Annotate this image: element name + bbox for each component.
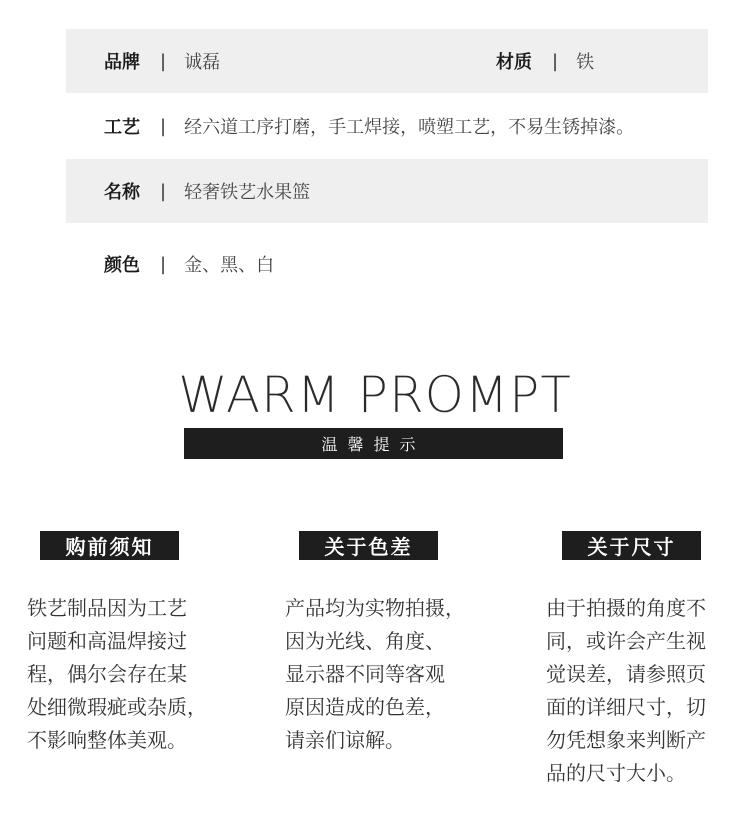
warm-prompt-title: WARM PROMPT xyxy=(178,366,572,424)
spec-row-color xyxy=(66,232,708,296)
separator: | xyxy=(160,253,167,275)
notice-line: 面的详细尺寸，切 xyxy=(546,695,706,719)
notice-line: 铁艺制品因为工艺 xyxy=(27,596,187,620)
separator: | xyxy=(160,115,167,137)
name-key: 名称 xyxy=(104,182,140,203)
notice-line: 处细微瑕疵或杂质， xyxy=(27,695,207,719)
notice-line: 由于拍摄的角度不 xyxy=(546,596,706,620)
notice-text-color xyxy=(285,592,465,757)
warm-prompt-subtitle: 温馨提示 xyxy=(321,435,426,454)
notice-title-color: 关于色差 xyxy=(299,531,438,560)
spec-row-brand xyxy=(66,29,708,93)
notice-line: 因为光线、角度、 xyxy=(285,629,445,653)
notice-line: 同，或许会产生视 xyxy=(546,629,706,653)
brand-key: 品牌 xyxy=(104,52,140,73)
color-value: 金、黑、白 xyxy=(184,255,275,276)
notice-line: 程，偶尔会存在某 xyxy=(27,662,187,686)
notice-line: 原因造成的色差， xyxy=(285,695,445,719)
craft-cell xyxy=(66,113,634,139)
notice-line: 显示器不同等客观 xyxy=(285,662,445,686)
material-cell xyxy=(496,48,594,74)
spec-row-craft xyxy=(66,94,708,158)
color-key: 颜色 xyxy=(104,255,140,276)
notice-line: 问题和高温焊接过 xyxy=(27,629,187,653)
brand-value: 诚磊 xyxy=(184,52,221,73)
craft-key: 工艺 xyxy=(104,117,140,138)
notice-line: 产品均为实物拍摄， xyxy=(285,596,465,620)
notice-title-purchase: 购前须知 xyxy=(40,531,179,560)
notice-line: 品的尺寸大小。 xyxy=(546,761,686,785)
separator: | xyxy=(552,50,559,72)
notice-line: 不影响整体美观。 xyxy=(27,728,187,752)
notice-text-size xyxy=(546,592,706,790)
color-cell xyxy=(66,251,274,277)
notice-line: 请亲们谅解。 xyxy=(285,728,405,752)
separator: | xyxy=(160,180,167,202)
notice-text-purchase xyxy=(27,592,207,757)
notice-line: 勿凭想象来判断产 xyxy=(546,728,706,752)
notice-line: 觉误差，请参照页 xyxy=(546,662,706,686)
name-cell xyxy=(66,178,310,204)
spec-row-name xyxy=(66,159,708,223)
warm-prompt-subtitle-bar xyxy=(184,428,563,459)
separator: | xyxy=(160,50,167,72)
craft-value: 经六道工序打磨，手工焊接，喷塑工艺，不易生锈掉漆。 xyxy=(184,117,635,138)
name-value: 轻奢铁艺水果篮 xyxy=(184,182,311,203)
brand-cell xyxy=(66,48,220,74)
material-key: 材质 xyxy=(496,52,532,73)
notice-title-size: 关于尺寸 xyxy=(562,531,701,560)
material-value: 铁 xyxy=(576,52,595,73)
